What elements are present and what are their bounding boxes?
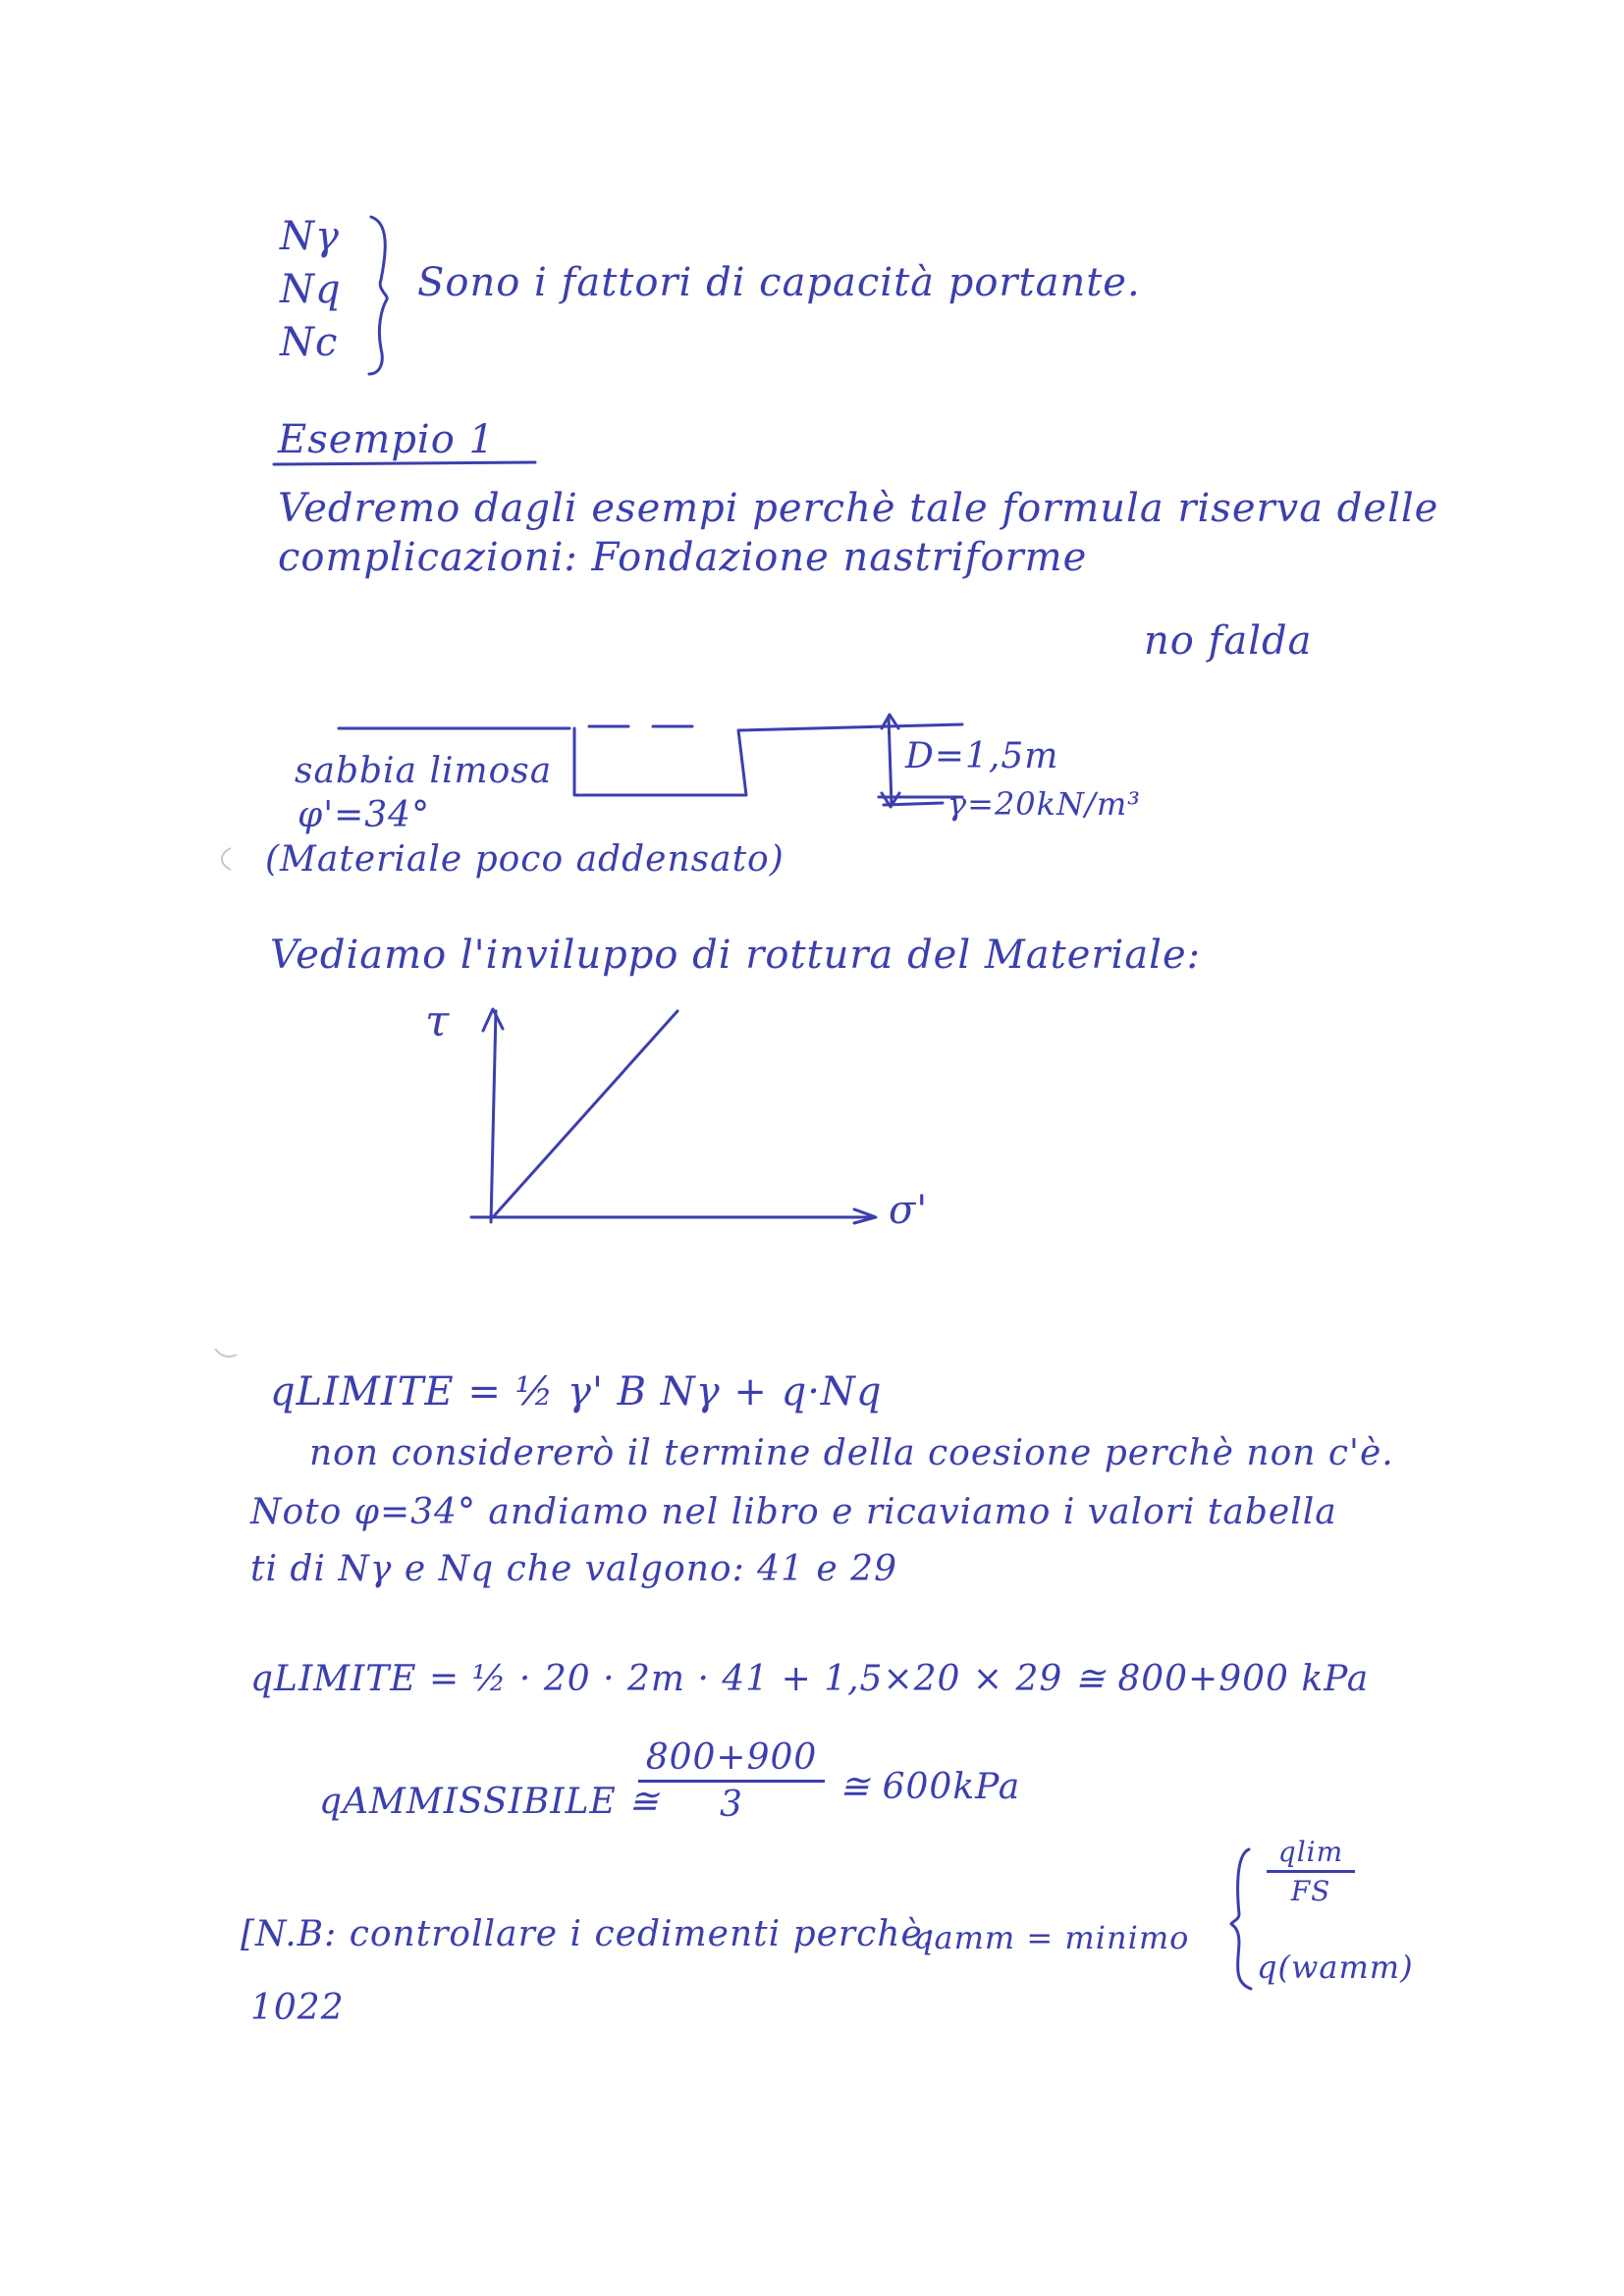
intro-line-1: Vedremo dagli esempi perchè tale formula riserva delle bbox=[278, 486, 1439, 531]
foundation-depth: D=1,5m bbox=[905, 736, 1059, 776]
q-w-amm: q(wamm) bbox=[1257, 1949, 1414, 1986]
example-heading: Esempio 1 bbox=[278, 417, 495, 462]
no-water-table-note: no falda bbox=[1144, 618, 1313, 664]
factor-n-c: Nc bbox=[280, 320, 339, 365]
scan-mark bbox=[211, 1345, 241, 1364]
page-reference: 1022 bbox=[250, 1988, 345, 2028]
heading-underline bbox=[270, 456, 545, 470]
minimum-brace bbox=[1227, 1845, 1257, 1993]
q-ammissibile-fraction bbox=[638, 1737, 825, 1825]
scan-mark bbox=[211, 844, 241, 874]
fs-denominator: FS bbox=[1290, 1875, 1331, 1907]
factor-n-gamma: Nγ bbox=[280, 214, 340, 259]
q-ammissibile-label: qAMMISSIBILE ≅ bbox=[319, 1782, 660, 1822]
q-limite-numeric: qLIMITE = ½ · 20 · 2m · 41 + 1,5×20 × 29 ≅ 800+900 kPa bbox=[250, 1659, 1370, 1699]
q-lim-over-fs bbox=[1267, 1836, 1355, 1907]
q-ammissibile-denominator: 3 bbox=[720, 1785, 743, 1825]
sigma-axis-label: σ' bbox=[889, 1188, 929, 1233]
q-ammissibile-result: ≅ 600kPa bbox=[839, 1767, 1021, 1807]
failure-envelope-graph bbox=[461, 991, 952, 1247]
factors-description: Sono i fattori di capacità portante. bbox=[417, 260, 1141, 305]
q-lim-numerator: qlim bbox=[1277, 1836, 1344, 1868]
envelope-sentence: Vediamo l'inviluppo di rottura del Materiale: bbox=[270, 933, 1202, 978]
q-amm-label: qamm = minimo bbox=[913, 1919, 1190, 1956]
intro-line-2: complicazioni: Fondazione nastriforme bbox=[278, 535, 1088, 580]
table-values-note: Noto φ=34° andiamo nel libro e ricaviamo i valori tabella bbox=[250, 1492, 1337, 1532]
soil-name: sabbia limosa bbox=[295, 751, 553, 791]
factor-n-q: Nq bbox=[280, 267, 342, 312]
soil-unit-weight: γ=20kN/m³ bbox=[947, 785, 1141, 823]
table-values-result: ti di Nγ e Nq che valgono: 41 e 29 bbox=[250, 1549, 897, 1589]
q-ammissibile-numerator: 800+900 bbox=[645, 1737, 818, 1778]
q-limite-formula: qLIMITE = ½ γ' B Nγ + q·Nq bbox=[270, 1369, 883, 1415]
soil-friction-angle: φ'=34° bbox=[298, 795, 431, 835]
tau-axis-label: τ bbox=[425, 996, 451, 1046]
material-note: (Materiale poco addensato) bbox=[265, 839, 785, 880]
nb-note: [N.B: controllare i cedimenti perchè: bbox=[241, 1914, 936, 1954]
cohesion-note: non considererò il termine della coesione perchè non c'è. bbox=[309, 1433, 1394, 1473]
curly-brace bbox=[363, 211, 403, 378]
